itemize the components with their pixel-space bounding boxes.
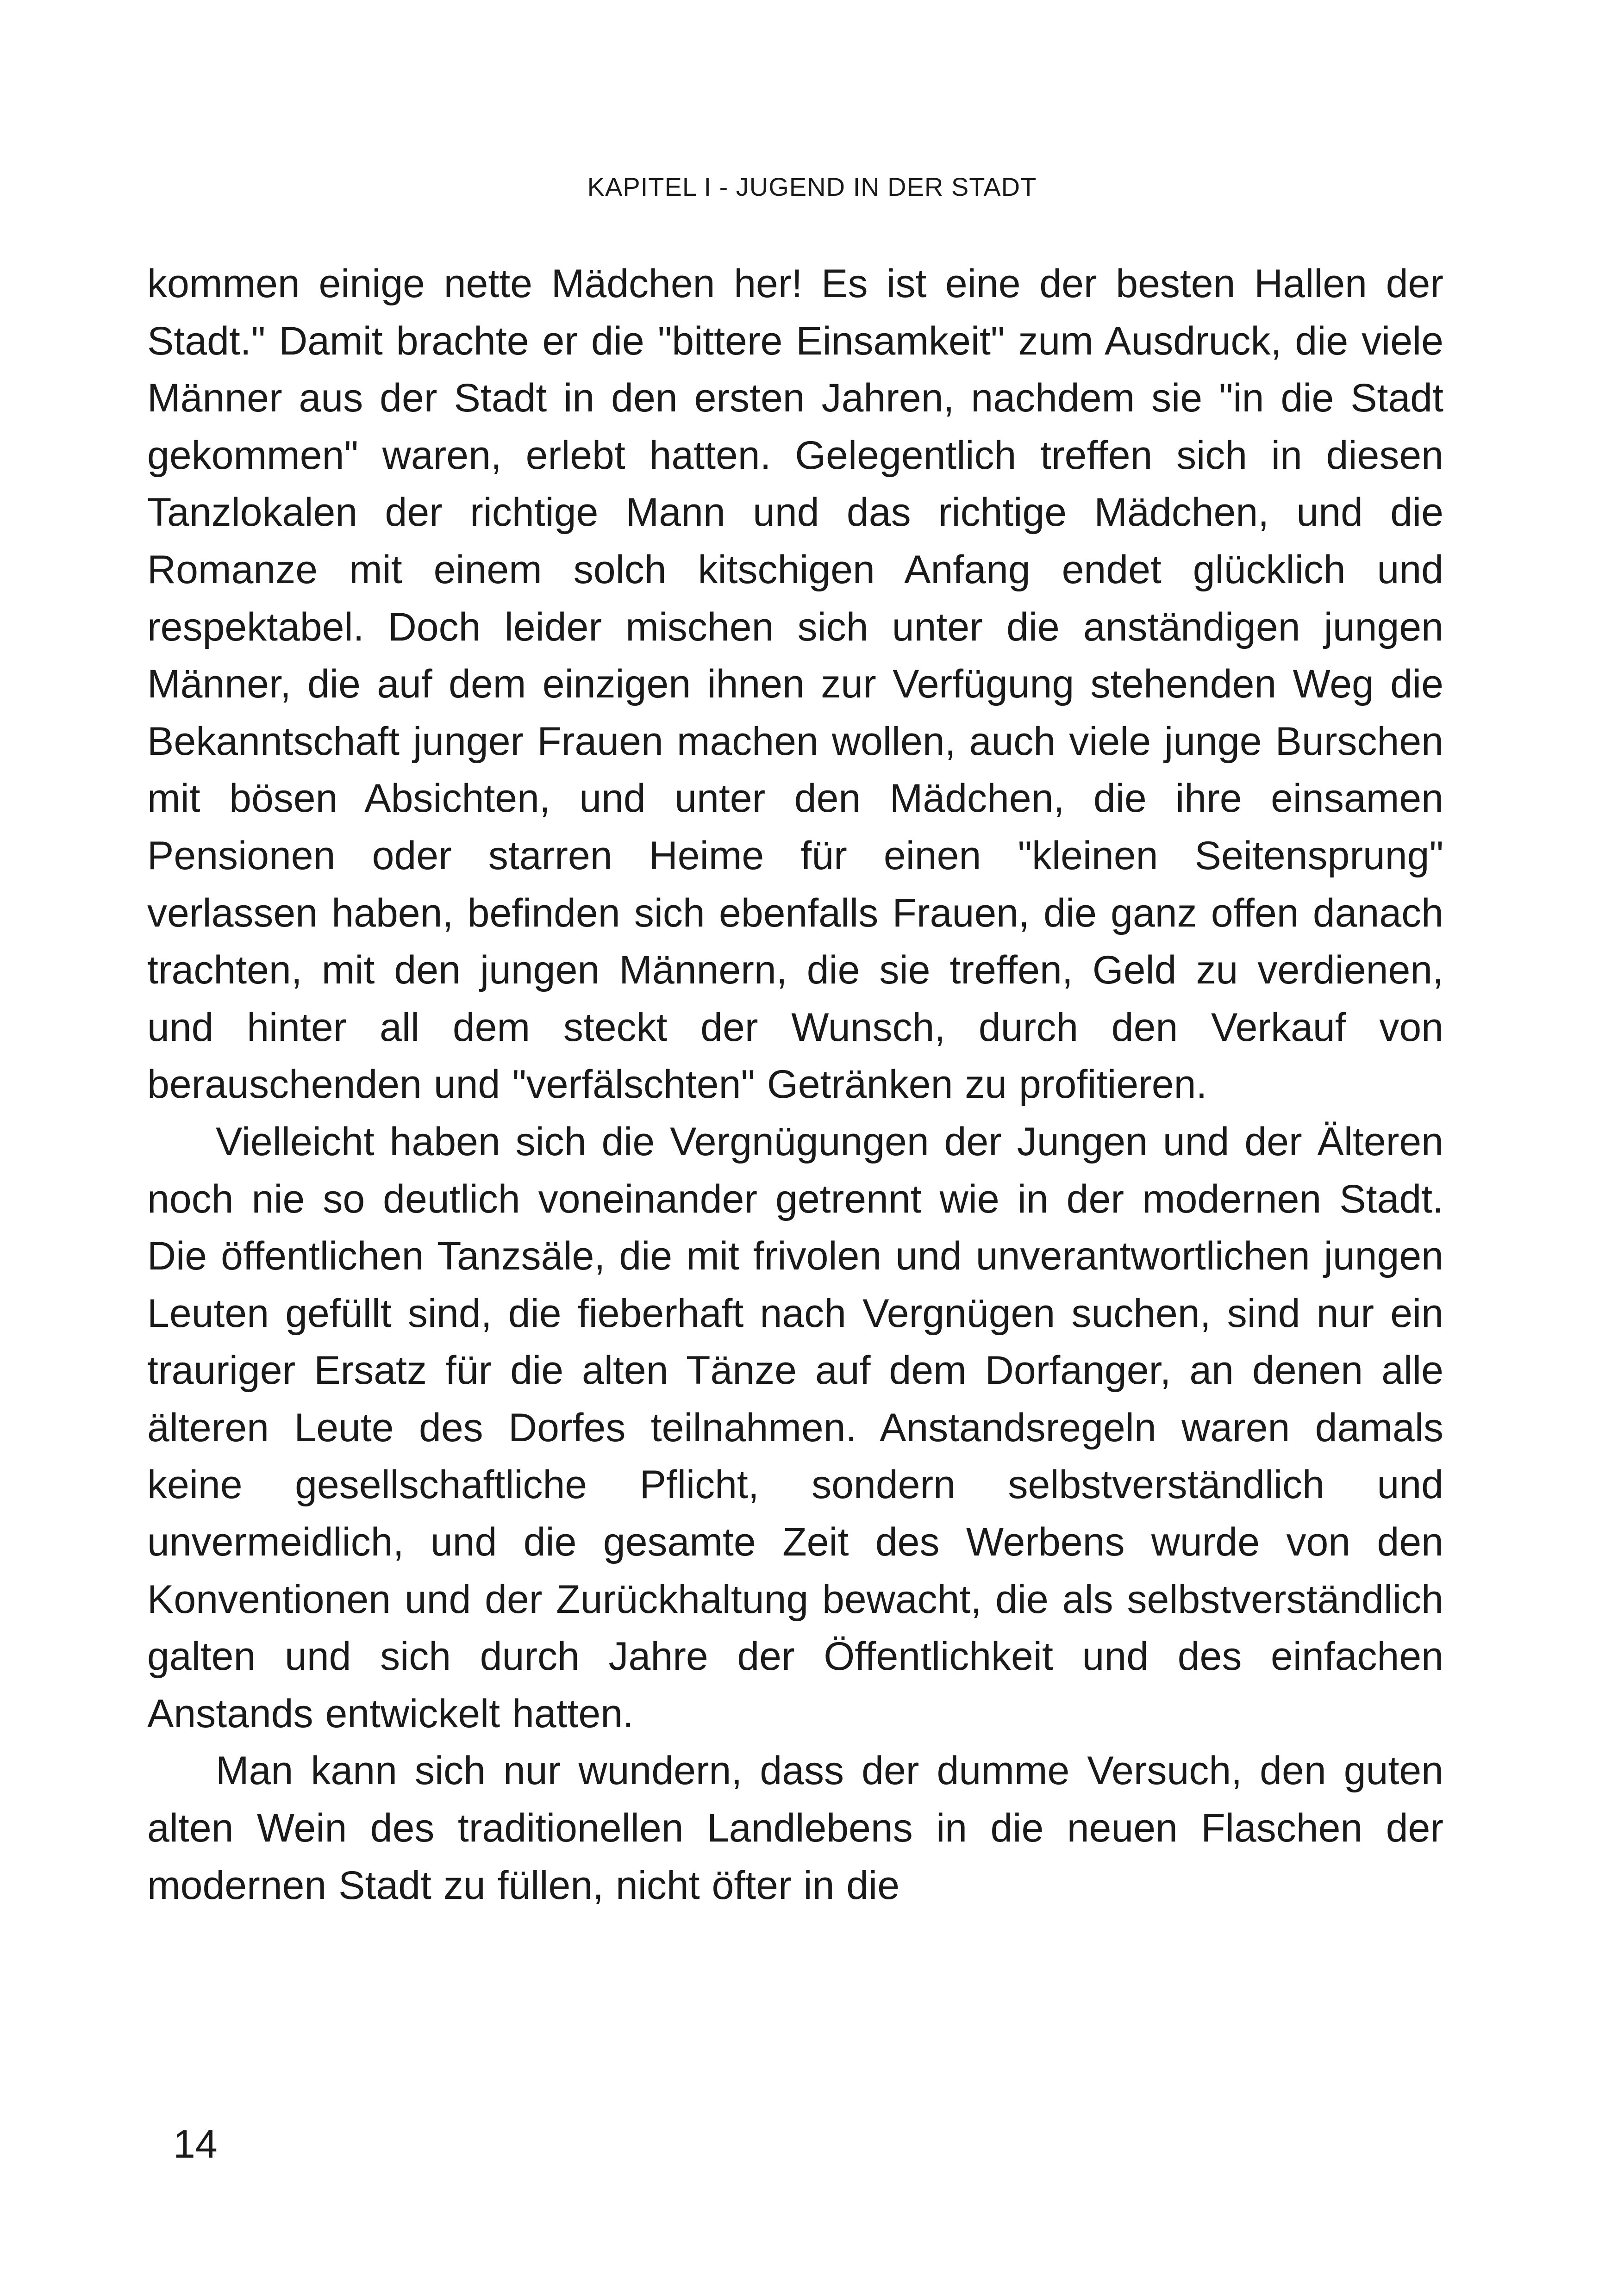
body-text <box>147 255 1443 1914</box>
paragraph-1: kommen einige nette Mädchen her! Es ist eine der besten Hallen der Stadt." Damit brachte er die "bittere Einsamkeit" zum Ausdruck, die viele Männer aus der Stadt in den ersten Jahren, nachdem sie "in die Stadt gekommen" waren, erlebt hatten. Gelegentlich treffen sich in diesen Tanzlokalen der richtige Mann und das richtige Mädchen, und die Romanze mit einem solch kitschigen Anfang endet glücklich und respektabel. Doch leider mischen sich unter die anständigen jungen Männer, die auf dem einzigen ihnen zur Verfügung stehenden Weg die Bekanntschaft junger Frauen machen wollen, auch viele junge Burschen mit bösen Absichten, und unter den Mädchen, die ihre einsamen Pensionen oder starren Heime für einen "kleinen Seitensprung" verlassen haben, befinden sich ebenfalls Frauen, die ganz offen danach trachten, mit den jungen Männern, die sie treffen, Geld zu verdienen, und hinter all dem steckt der Wunsch, durch den Verkauf von berauschenden und "verfälschten" Getränken zu profitieren. <box>147 261 1443 1107</box>
paragraph-2: Vielleicht haben sich die Vergnügungen der Jungen und der Älteren noch nie so deutlich voneinander getrennt wie in der modernen Stadt. Die öffentlichen Tanzsäle, die mit frivolen und unverantwortlichen jungen Leuten gefüllt sind, die fieberhaft nach Vergnügen suchen, sind nur ein trauriger Ersatz für die alten Tänze auf dem Dorfanger, an denen alle älteren Leute des Dorfes teilnahmen. Anstandsregeln waren damals keine gesellschaftliche Pflicht, sondern selbstverständlich und unvermeidlich, und die gesamte Zeit des Werbens wurde von den Konventionen und der Zurückhaltung bewacht, die als selbstverständlich galten und sich durch Jahre der Öffentlichkeit und des einfachen Anstands entwickelt hatten. <box>147 1119 1443 1736</box>
paragraph-3: Man kann sich nur wundern, dass der dumme Versuch, den guten alten Wein des traditionellen Landlebens in die neuen Flaschen der modernen Stadt zu füllen, nicht öfter in die <box>147 1748 1443 1908</box>
running-header: KAPITEL I - JUGEND IN DER STADT <box>587 172 1037 201</box>
page-number: 14 <box>173 2122 218 2166</box>
